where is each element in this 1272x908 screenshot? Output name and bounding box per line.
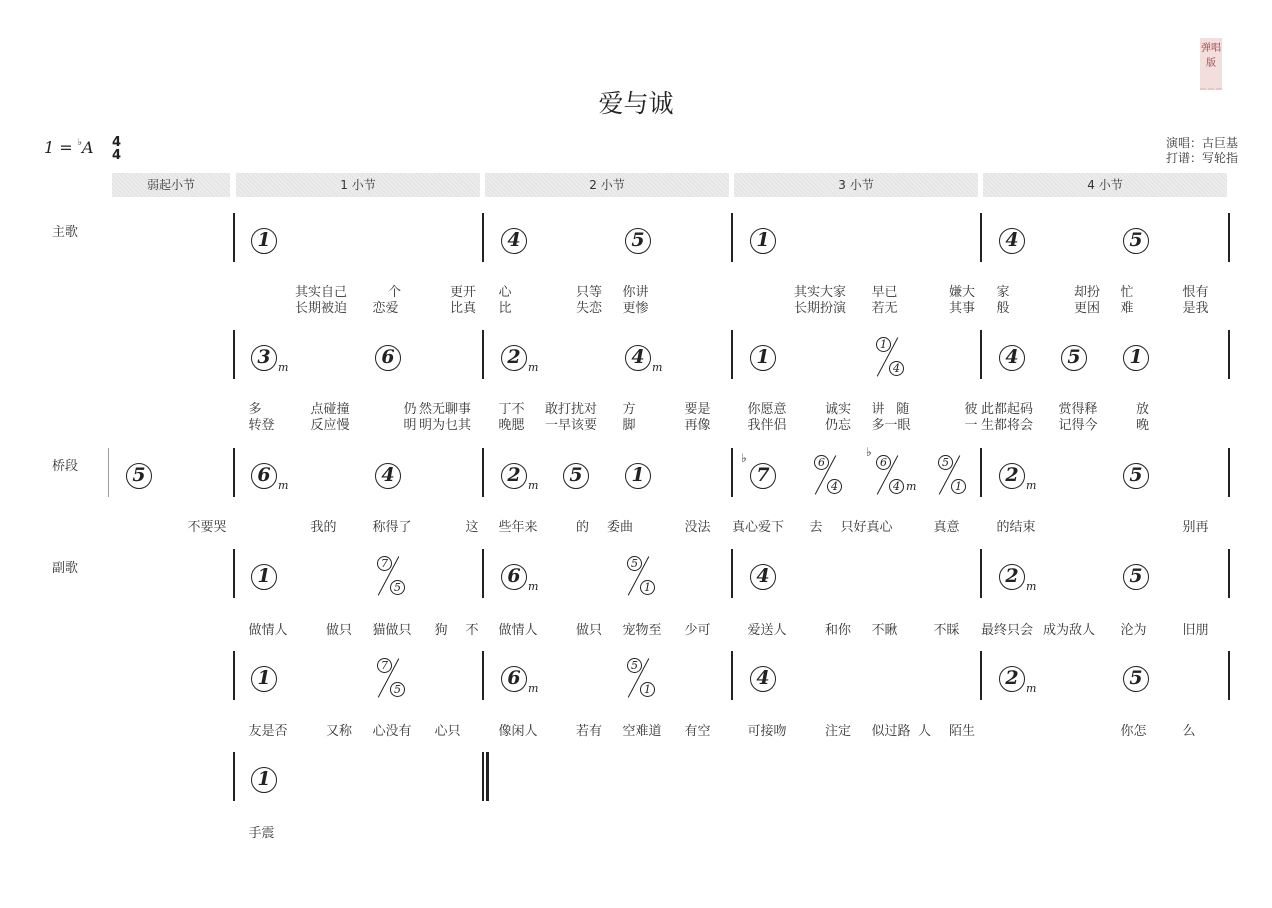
lyric-text: 宠物至 — [622, 623, 662, 638]
lyric-text: 忙 — [1120, 285, 1134, 300]
lyric-text: 比真 — [450, 301, 477, 316]
chord-circle: 5 — [1123, 666, 1149, 692]
lyric-text: 不 — [465, 623, 479, 638]
barline — [482, 651, 484, 700]
section-label-chorus: 副歌 — [52, 561, 79, 576]
lyric-text: 敢打扰对 — [545, 402, 598, 417]
minor-mark: m — [528, 361, 539, 374]
barline — [482, 549, 484, 598]
chord-circle: 4 — [999, 345, 1025, 371]
chord-circle: 1 — [251, 767, 277, 793]
lyric-text: 的 — [576, 520, 590, 535]
chord-circle: 5 — [563, 463, 589, 489]
chord-circle: 4 — [501, 228, 527, 254]
lyric-text: 去 — [809, 520, 823, 535]
lyric-text: 明为乜其 — [419, 418, 472, 433]
lyric-text: 这 — [465, 520, 479, 535]
lyric-text: 更困 — [1074, 301, 1101, 316]
lyric-text: 仍 — [403, 402, 417, 417]
lyric-text: 一 — [964, 418, 978, 433]
chord-circle: 6 — [501, 564, 527, 590]
lyric-text: 委曲 — [607, 520, 634, 535]
lyric-text: 失恋 — [576, 301, 603, 316]
lyric-text: 可接吻 — [747, 724, 787, 739]
barline — [1228, 448, 1230, 497]
lyric-text: 称得了 — [372, 520, 412, 535]
lyric-text: 早已 — [871, 285, 898, 300]
chord-circle: 4 — [999, 228, 1025, 254]
chord-circle: 5 — [1123, 228, 1149, 254]
lyric-text: 一早该要 — [545, 418, 598, 433]
lyric-text: 猫做只 — [372, 623, 412, 638]
lyric-text: 然无聊事 — [419, 402, 472, 417]
lyric-text: 做只 — [576, 623, 603, 638]
lyric-text: 晚 — [1136, 418, 1150, 433]
lyric-text: 似过路 — [871, 724, 911, 739]
lyric-text: 多 — [248, 402, 262, 417]
chord-bass-circle: 4 — [889, 479, 904, 494]
lyric-text: 不瞅 — [871, 623, 898, 638]
lyric-text: 其实自己 — [295, 285, 348, 300]
chord-circle: 2 — [501, 463, 527, 489]
time-bottom: 4 — [112, 148, 122, 163]
section-label-verse: 主歌 — [52, 225, 79, 240]
lyric-text: 记得今 — [1058, 418, 1098, 433]
chord-circle: 2 — [999, 666, 1025, 692]
barline — [233, 448, 235, 497]
lyric-text: 你怎 — [1120, 724, 1147, 739]
stamp-badge: 弹唱版 — [1200, 38, 1222, 90]
lyric-text: 方 — [622, 402, 636, 417]
lyric-text: 注定 — [825, 724, 852, 739]
chord-root-circle: 5 — [627, 658, 642, 673]
barline — [482, 213, 484, 262]
measure-header-2: 2 小节 — [485, 173, 729, 197]
lyric-text: 成为敌人 — [1043, 623, 1096, 638]
chord-bass-circle: 1 — [640, 682, 655, 697]
lyric-text: 要是 — [684, 402, 711, 417]
chord-circle: 5 — [1123, 463, 1149, 489]
lyric-text: 只等 — [576, 285, 603, 300]
barline — [482, 752, 484, 801]
barline — [731, 330, 733, 379]
section-label-bridge: 桥段 — [52, 459, 79, 474]
minor-mark: m — [652, 361, 663, 374]
lyric-text: 不要哭 — [187, 520, 227, 535]
song-title: 爱与诚 — [598, 89, 674, 118]
lyric-text: 是我 — [1182, 301, 1209, 316]
lyric-text: 爱送人 — [747, 623, 787, 638]
barline — [1228, 651, 1230, 700]
chord-circle: 5 — [1061, 345, 1087, 371]
lyric-text: 却扮 — [1074, 285, 1101, 300]
lyric-text: 晚腮 — [498, 418, 525, 433]
flat-sign: ♭ — [77, 138, 83, 148]
barline — [980, 549, 982, 598]
barline — [482, 448, 484, 497]
minor-mark: m — [1026, 580, 1037, 593]
barline — [482, 330, 484, 379]
minor-mark: m — [528, 682, 539, 695]
lyric-text: 沦为 — [1120, 623, 1147, 638]
chord-circle: 1 — [750, 228, 776, 254]
barline — [980, 448, 982, 497]
chord-bass-circle: 4 — [827, 479, 842, 494]
chord-circle: 1 — [625, 463, 651, 489]
barline — [233, 651, 235, 700]
lyric-text: 随 — [896, 402, 910, 417]
lyric-text: 些年来 — [498, 520, 538, 535]
lyric-text: 做情人 — [498, 623, 538, 638]
lyric-text: 真心爱下 — [732, 520, 785, 535]
chord-circle: 4 — [375, 463, 401, 489]
lyric-text: 手震 — [248, 826, 275, 841]
chord-circle: 4 — [750, 564, 776, 590]
chord-circle: 7 — [750, 463, 776, 489]
lyric-text: 最终只会 — [981, 623, 1034, 638]
lyric-text: 和你 — [825, 623, 852, 638]
barline — [233, 330, 235, 379]
chord-root-circle: 7 — [377, 556, 392, 571]
chord-root-circle: 6 — [814, 455, 829, 470]
lyric-text: 心没有 — [372, 724, 412, 739]
barline — [980, 330, 982, 379]
lyric-text: 做情人 — [248, 623, 288, 638]
lyric-text: 生都将会 — [981, 418, 1034, 433]
minor-mark: m — [1026, 479, 1037, 492]
minor-mark: m — [528, 479, 539, 492]
chord-bass-circle: 1 — [951, 479, 966, 494]
lyric-text: 你愿意 — [747, 402, 787, 417]
credits — [1166, 136, 1238, 166]
chord-circle: 6 — [375, 345, 401, 371]
lyric-text: 丁不 — [498, 402, 525, 417]
barline — [980, 213, 982, 262]
measure-header-4: 4 小节 — [983, 173, 1227, 197]
lyric-text: 有空 — [684, 724, 711, 739]
chord-circle: 1 — [750, 345, 776, 371]
singer: 演唱：古巨基 — [1166, 136, 1239, 150]
chord-bass-circle: 5 — [390, 580, 405, 595]
lyric-text: 多一眼 — [871, 418, 911, 433]
lyric-text: 再像 — [684, 418, 711, 433]
lyric-text: 比 — [498, 301, 512, 316]
chord-circle: 2 — [999, 564, 1025, 590]
lyric-text: 狗 — [434, 623, 448, 638]
lyric-text: 彼 — [964, 402, 978, 417]
flat-sign: ♭ — [866, 445, 872, 459]
measure-header-pickup: 弱起小节 — [112, 173, 230, 197]
lyric-text: 其事 — [949, 301, 976, 316]
lyric-text: 空难道 — [622, 724, 662, 739]
chord-circle: 1 — [1123, 345, 1149, 371]
lyric-text: 心 — [498, 285, 512, 300]
lyric-text: 人 — [918, 724, 932, 739]
barline — [1228, 549, 1230, 598]
lyric-text: 没法 — [684, 520, 711, 535]
lyric-text: 其实大家 — [794, 285, 847, 300]
barline — [731, 213, 733, 262]
chord-circle: 3 — [251, 345, 277, 371]
chord-circle: 5 — [126, 463, 152, 489]
lyric-text: 更惨 — [622, 301, 649, 316]
lyric-text: 心只 — [434, 724, 461, 739]
lyric-text: 长期扮演 — [794, 301, 847, 316]
chord-root-circle: 5 — [938, 455, 953, 470]
lyric-text: 陌生 — [949, 724, 976, 739]
time-signature — [112, 136, 121, 162]
minor-mark: m — [278, 479, 289, 492]
chord-circle: 4 — [750, 666, 776, 692]
lyric-text: 若无 — [871, 301, 898, 316]
lyric-text: 你讲 — [622, 285, 649, 300]
lyric-text: 恋爱 — [372, 301, 399, 316]
chord-circle: 1 — [251, 666, 277, 692]
lyric-text: 真意 — [933, 520, 960, 535]
lyric-text: 更开 — [450, 285, 477, 300]
lyric-text: 嫌大 — [949, 285, 976, 300]
lyric-text: 只好真心 — [840, 520, 893, 535]
lyric-text: 像闲人 — [498, 724, 538, 739]
lyric-text: 讲 — [871, 402, 885, 417]
lyric-text: 若有 — [576, 724, 603, 739]
chord-circle: 2 — [501, 345, 527, 371]
chord-root-circle: 6 — [876, 455, 891, 470]
barline — [980, 651, 982, 700]
key-note: A — [82, 138, 94, 157]
lyric-text: 难 — [1120, 301, 1134, 316]
lyric-text: 转登 — [248, 418, 275, 433]
chord-circle: 1 — [251, 564, 277, 590]
lyric-text: 长期被迫 — [295, 301, 348, 316]
lyric-text: 点碰撞 — [310, 402, 350, 417]
lyric-text: 反应慢 — [310, 418, 350, 433]
lyric-text: 恨有 — [1182, 285, 1209, 300]
barline — [731, 549, 733, 598]
lyric-text: 赏得释 — [1058, 402, 1098, 417]
chord-root-circle: 1 — [876, 337, 891, 352]
chord-circle: 5 — [1123, 564, 1149, 590]
key-prefix: 1 = — [44, 138, 78, 157]
lyric-text: 明 — [403, 418, 417, 433]
final-barline — [486, 752, 489, 801]
barline — [233, 213, 235, 262]
lyric-text: 别再 — [1182, 520, 1209, 535]
barline — [731, 651, 733, 700]
lyric-text: 此都起码 — [981, 402, 1034, 417]
barline — [233, 549, 235, 598]
minor-mark: m — [528, 580, 539, 593]
time-top: 4 — [112, 135, 122, 150]
key-signature — [44, 138, 94, 157]
lyric-text: 仍忘 — [825, 418, 852, 433]
chord-bass-circle: 4 — [889, 361, 904, 376]
chord-root-circle: 7 — [377, 658, 392, 673]
lyric-text: 脚 — [622, 418, 636, 433]
barline — [1228, 213, 1230, 262]
chord-circle: 6 — [251, 463, 277, 489]
chord-circle: 6 — [501, 666, 527, 692]
arranger: 打谱：写轮指 — [1166, 151, 1239, 165]
chord-bass-circle: 1 — [640, 580, 655, 595]
lyric-text: 的结束 — [996, 520, 1036, 535]
barline — [731, 448, 733, 497]
lyric-text: 我伴侣 — [747, 418, 787, 433]
lyric-text: 放 — [1136, 402, 1150, 417]
barline — [1228, 330, 1230, 379]
chord-bass-circle: 5 — [390, 682, 405, 697]
measure-header-1: 1 小节 — [236, 173, 480, 197]
lyric-text: 么 — [1182, 724, 1196, 739]
flat-sign: ♭ — [741, 451, 747, 465]
chord-circle: 2 — [999, 463, 1025, 489]
chord-root-circle: 5 — [627, 556, 642, 571]
lyric-text: 友是否 — [248, 724, 288, 739]
minor-mark: m — [278, 361, 289, 374]
chord-circle: 5 — [625, 228, 651, 254]
lyric-text: 不睬 — [933, 623, 960, 638]
lyric-text: 我的 — [310, 520, 337, 535]
lyric-text: 又称 — [326, 724, 353, 739]
chord-circle: 4 — [625, 345, 651, 371]
chord-circle: 1 — [251, 228, 277, 254]
lyric-text: 少可 — [684, 623, 711, 638]
pickup-barline — [108, 448, 109, 497]
lyric-text: 做只 — [326, 623, 353, 638]
lyric-text: 旧朋 — [1182, 623, 1209, 638]
lyric-text: 个 — [388, 285, 402, 300]
minor-mark: m — [1026, 682, 1037, 695]
lyric-text: 般 — [996, 301, 1010, 316]
barline — [233, 752, 235, 801]
lyric-text: 家 — [996, 285, 1010, 300]
lyric-text: 诚实 — [825, 402, 852, 417]
measure-header-3: 3 小节 — [734, 173, 978, 197]
minor-mark: m — [906, 480, 917, 493]
